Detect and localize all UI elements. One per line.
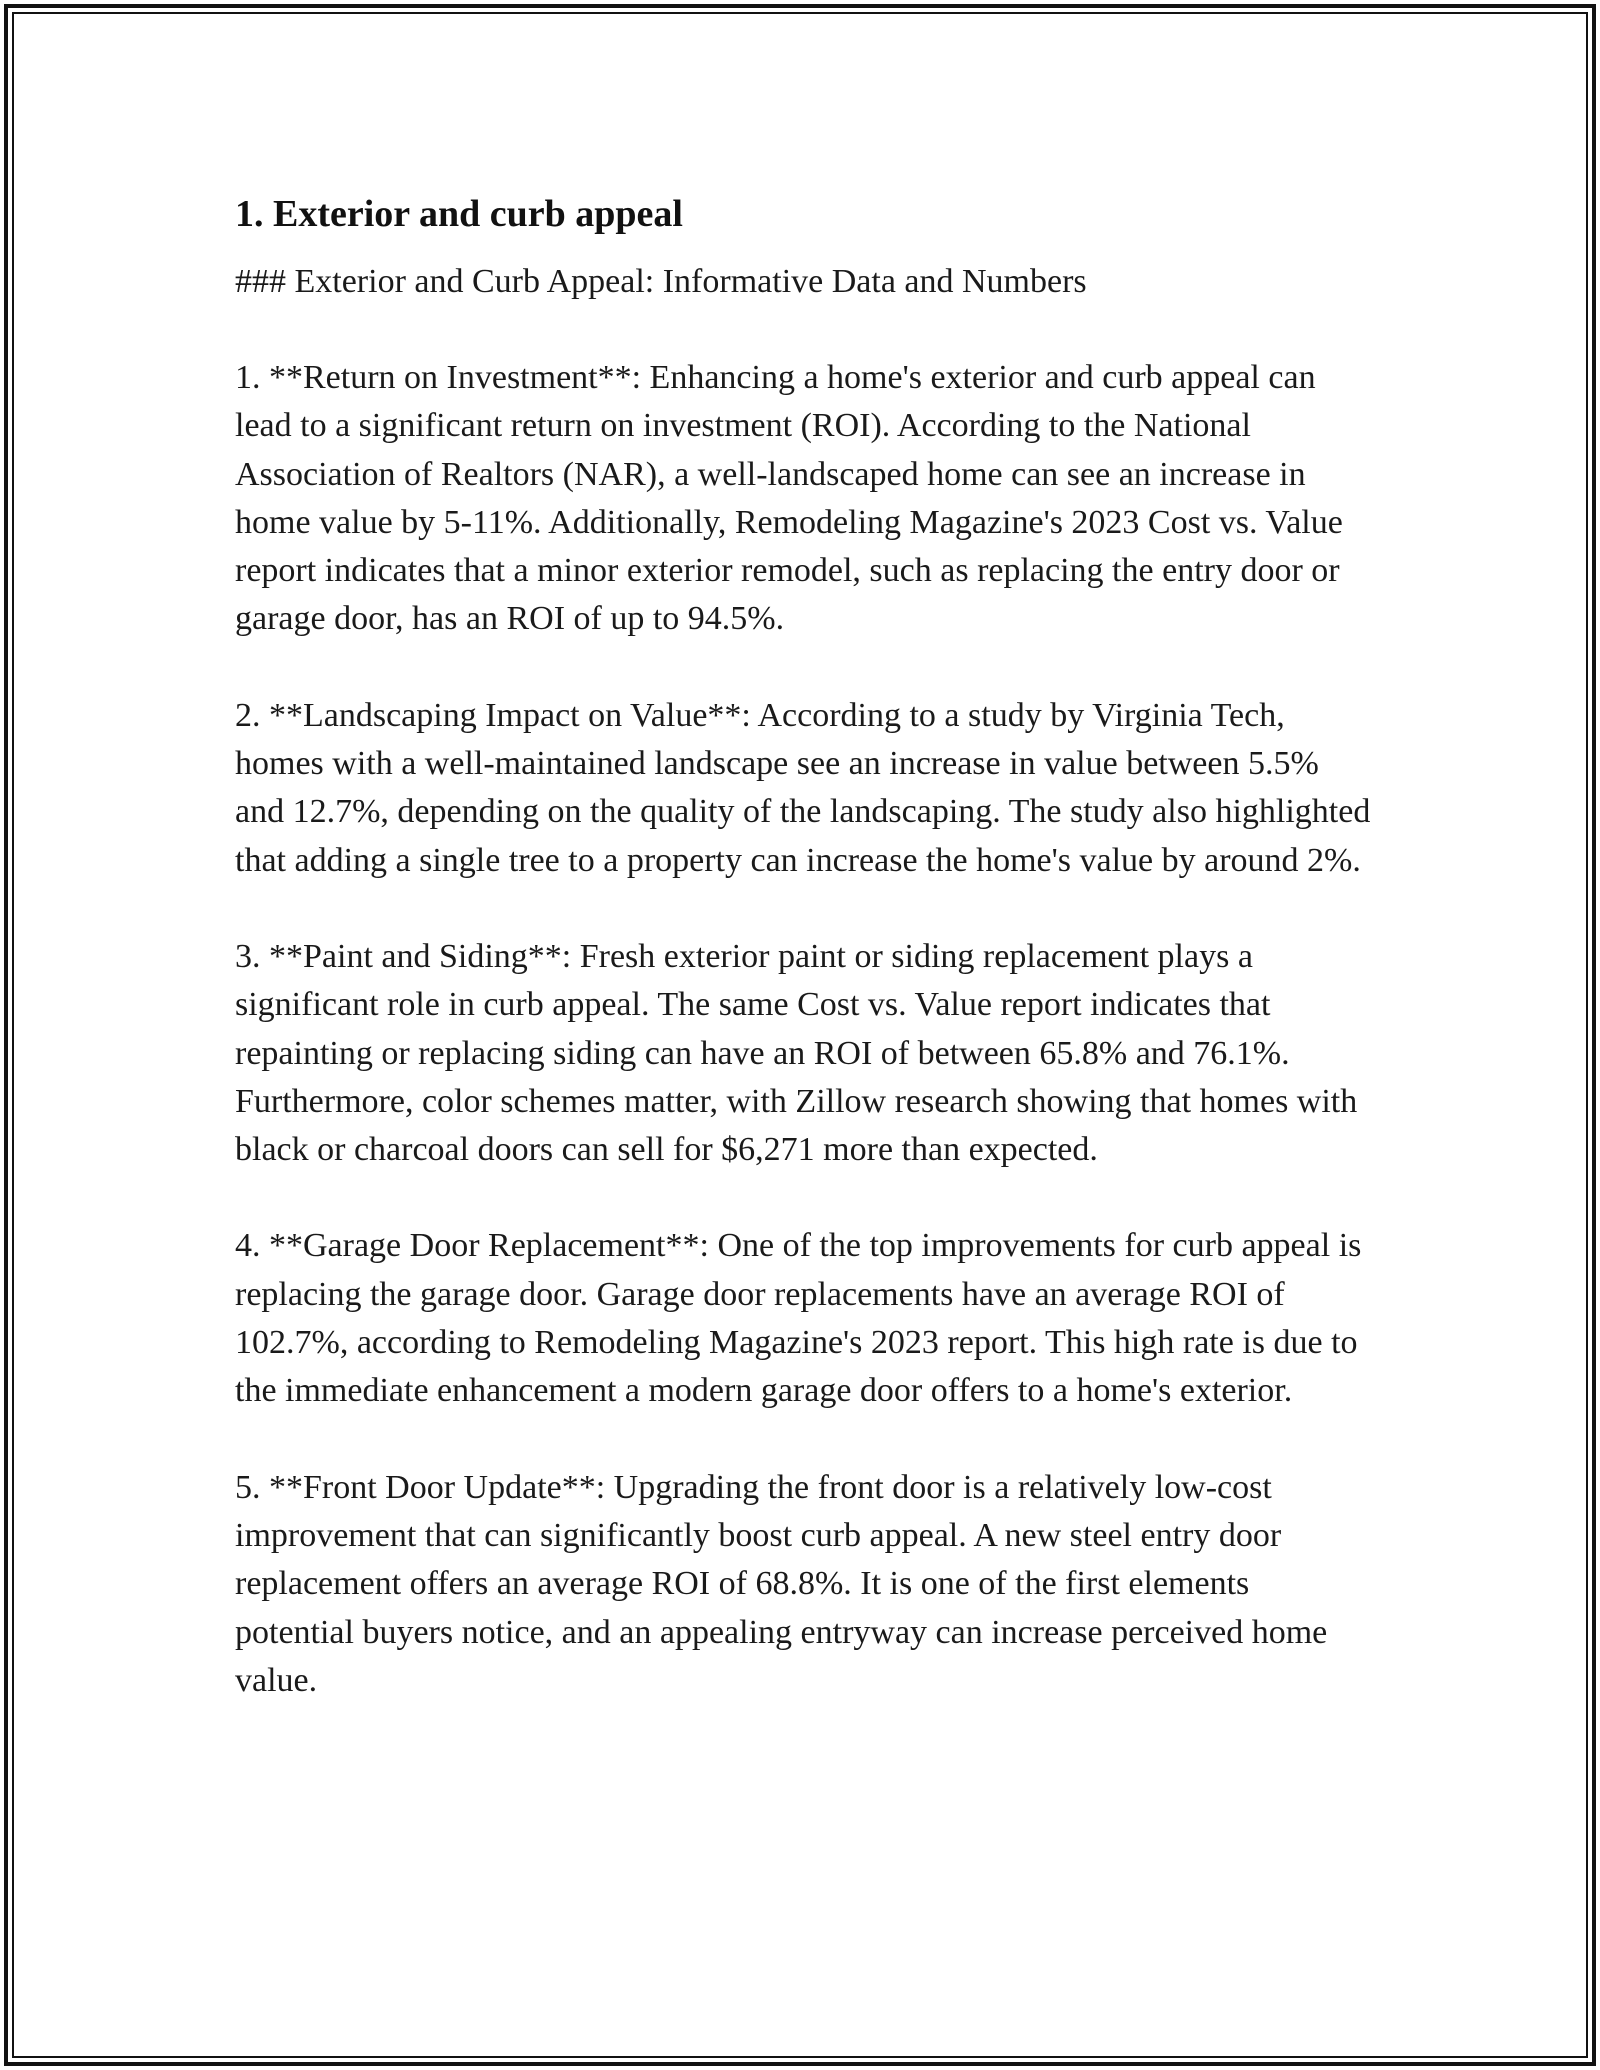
list-item-return-on-investment: 1. **Return on Investment**: Enhancing a home's exterior and curb appeal can lead to a significant return on investment (ROI). According to the National Association of Realtors (NAR), a well-landscaped home can see an increase in home value by 5-11%. Additionally, Remodeling Magazine's 2023 Cost vs. Value report indicates that a minor exterior remodel, such as replacing the entry door or garage door, has an ROI of up to 94.5%. <box>235 359 1343 638</box>
list-item-landscaping-impact: 2. **Landscaping Impact on Value**: According to a study by Virginia Tech, homes with a well-maintained landscape see an increase in value between 5.5% and 12.7%, depending on the quality of the landscaping. The study also highlighted that adding a single tree to a property can increase the home's value by around 2%. <box>235 696 1371 879</box>
list-item-garage-door: 4. **Garage Door Replacement**: One of the top improvements for curb appeal is replacing the garage door. Garage door replacements have an average ROI of 102.7%, according to Remodeling Magazine's 2023 report. This high rate is due to the immediate enhancement a modern garage door offers to a home's exterior. <box>235 1227 1362 1410</box>
document-body <box>235 186 1375 1705</box>
list-item-paint-and-siding: 3. **Paint and Siding**: Fresh exterior paint or siding replacement plays a significant role in curb appeal. The same Cost vs. Value report indicates that repainting or replacing siding can have an ROI of between 65.8% and 76.1%. Furthermore, color schemes matter, with Zillow research showing that homes with black or charcoal doors can sell for $6,271 more than expected. <box>235 937 1358 1169</box>
section-title: 1. Exterior and curb appeal <box>235 193 683 235</box>
list-item-front-door: 5. **Front Door Update**: Upgrading the front door is a relatively low-cost improvement that can significantly boost curb appeal. A new steel entry door replacement offers an average ROI of 68.8%. It is one of the first elements potential buyers notice, and an appealing entryway can increase perceived home value. <box>235 1468 1328 1699</box>
subheading: ### Exterior and Curb Appeal: Informative Data and Numbers <box>235 263 1087 300</box>
